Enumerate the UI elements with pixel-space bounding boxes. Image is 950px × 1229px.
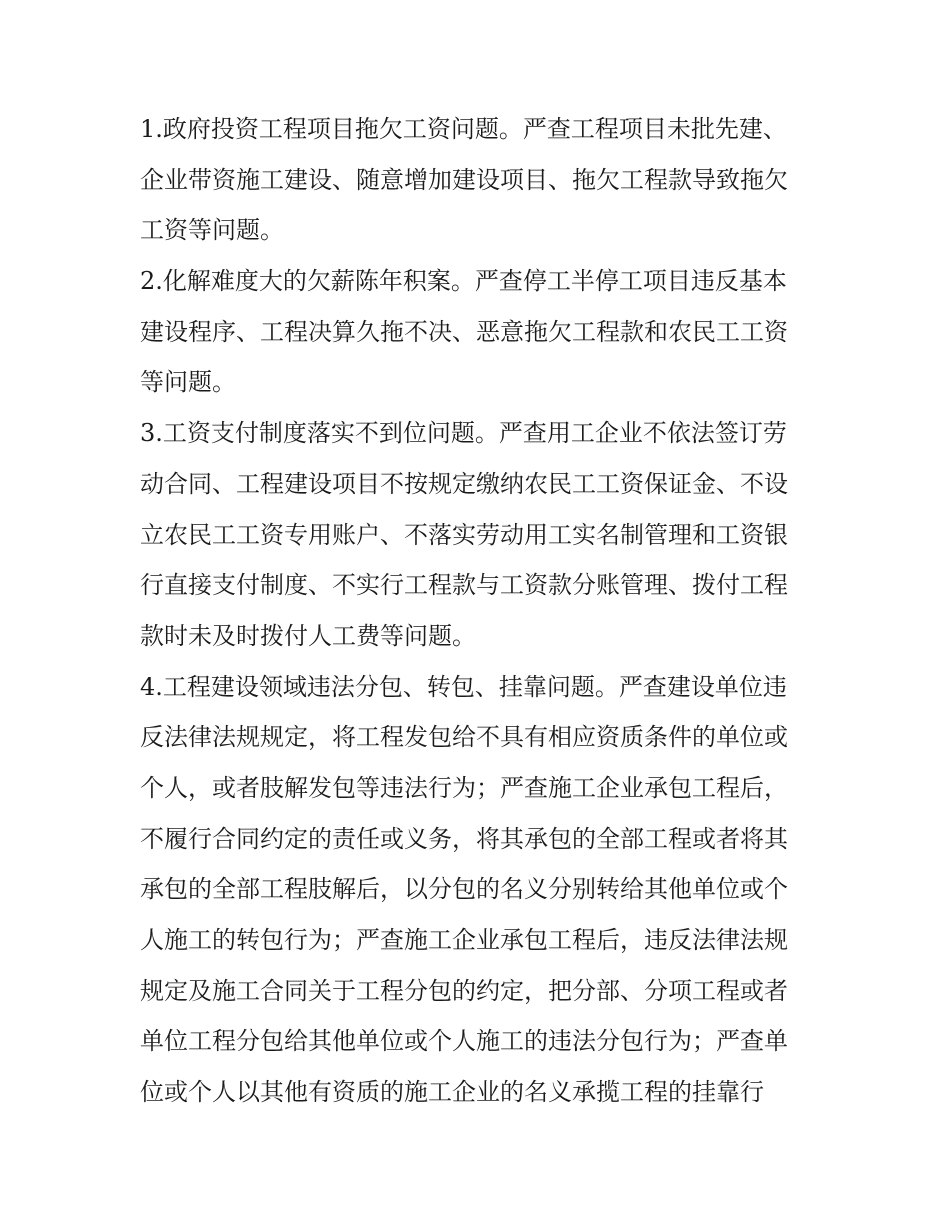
text-line: 人施工的转包行为；严查施工企业承包工程后，违反法律法规 [140, 926, 788, 954]
text-line: 2.化解难度大的欠薪陈年积案。严查停工半停工项目违反基本 [140, 267, 787, 296]
text-line: 位或个人以其他有资质的施工企业的名义承揽工程的挂靠行 [140, 1078, 764, 1107]
paragraph-2 [140, 256, 820, 408]
paragraph-3 [140, 408, 820, 661]
text-line: 动合同、工程建设项目不按规定缴纳农民工工资保证金、不设 [140, 469, 788, 498]
text-line: 反法律法规规定，将工程发包给不具有相应资质条件的单位或 [140, 723, 788, 752]
paragraph-1 [140, 104, 820, 256]
text-line: 3.工资支付制度落实不到位问题。严查用工企业不依法签订劳 [140, 419, 787, 448]
text-line: 不履行合同约定的责任或义务，将其承包的全部工程或者将其 [140, 824, 788, 853]
text-line: 款时未及时拨付人工费等问题。 [140, 621, 476, 650]
text-line: 工资等问题。 [140, 216, 284, 245]
text-line: 个人，或者肢解发包等违法行为；严查施工企业承包工程后， [140, 773, 788, 802]
text-line: 建设程序、工程决算久拖不决、恶意拖欠工程款和农民工工资 [140, 317, 788, 346]
text-line: 立农民工工资专用账户、不落实劳动用工实名制管理和工资银 [140, 520, 788, 549]
text-line: 单位工程分包给其他单位或个人施工的违法分包行为；严查单 [140, 1027, 788, 1056]
text-line: 行直接支付制度、不实行工程款与工资款分账管理、拨付工程 [140, 571, 788, 600]
text-line: 1.政府投资工程项目拖欠工资问题。严查工程项目未批先建、 [140, 115, 787, 143]
text-line: 4.工程建设领域违法分包、转包、挂靠问题。严查建设单位违 [140, 672, 787, 701]
paragraph-4 [140, 662, 820, 1118]
text-line: 规定及施工合同关于工程分包的约定，把分部、分项工程或者 [140, 976, 788, 1005]
text-line: 承包的全部工程肢解后，以分包的名义分别转给其他单位或个 [140, 875, 788, 904]
text-line: 等问题。 [140, 368, 236, 397]
document-body [140, 104, 820, 1118]
text-line: 企业带资施工建设、随意增加建设项目、拖欠工程款导致拖欠 [140, 165, 788, 194]
